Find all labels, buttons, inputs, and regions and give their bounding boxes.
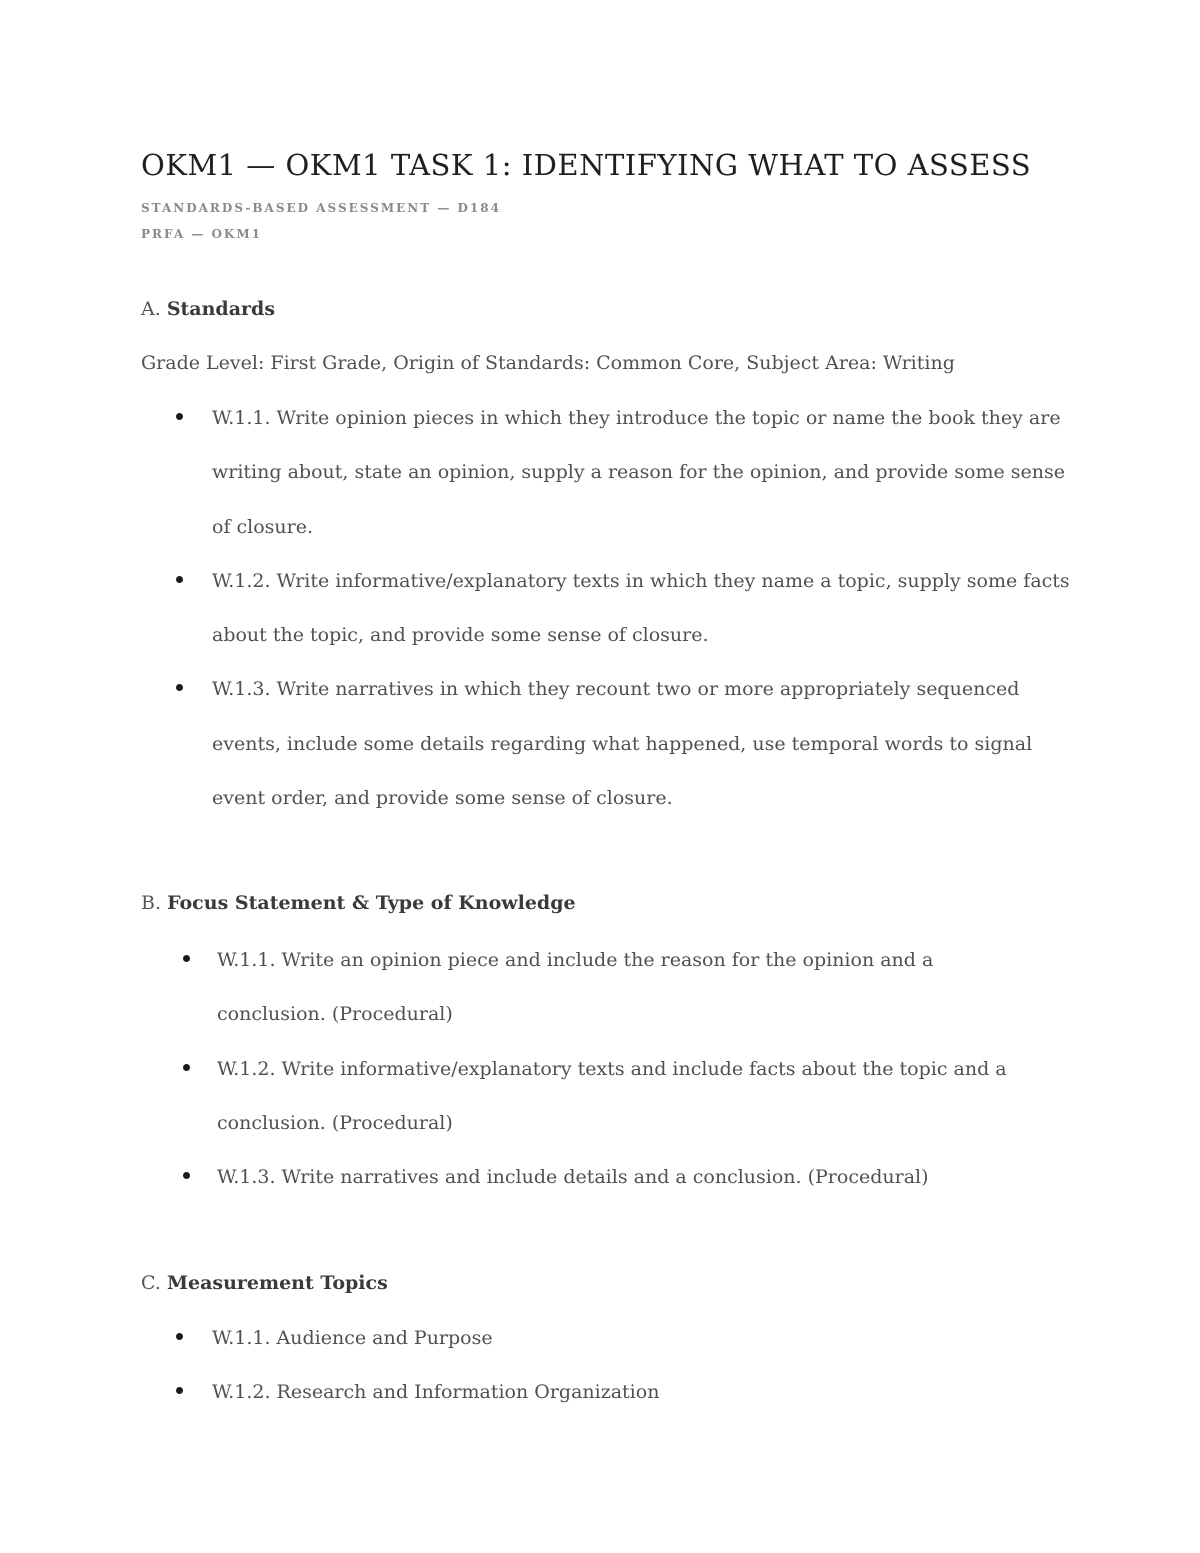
list-item-text: W.1.2. Write informative/explanatory texts and include facts about the topic and a conclusion. (Procedural): [217, 1057, 1007, 1134]
list-item: [212, 391, 1072, 554]
focus-statements-list: [217, 933, 1037, 1204]
list-item: [212, 662, 1072, 825]
bullet-icon: [176, 684, 183, 691]
bullet-icon: [183, 955, 190, 962]
list-item-text: W.1.3. Write narratives in which they recount two or more appropriately sequenced events, include some details regarding what happened, use temporal words to signal event order, and provide some sense of closure.: [212, 678, 1033, 810]
task-subtitle: PRFA — OKM1: [141, 227, 262, 241]
section-b-heading: [141, 892, 576, 914]
bullet-icon: [176, 413, 183, 420]
bullet-icon: [176, 576, 183, 583]
list-item: [212, 554, 1072, 663]
section-a-heading: [141, 298, 275, 320]
list-item-text: W.1.3. Write narratives and include details and a conclusion. (Procedural): [217, 1166, 929, 1189]
section-b-title: Focus Statement & Type of Knowledge: [167, 892, 576, 914]
standards-list: [212, 391, 1072, 825]
bullet-icon: [183, 1172, 190, 1179]
list-item: [217, 933, 1037, 1042]
list-item-text: W.1.2. Research and Information Organization: [212, 1381, 660, 1404]
list-item-text: W.1.2. Write informative/explanatory texts in which they name a topic, supply some facts about the topic, and provide some sense of closure.: [212, 569, 1070, 647]
course-subtitle: STANDARDS-BASED ASSESSMENT — D184: [141, 201, 501, 215]
bullet-icon: [183, 1064, 190, 1071]
list-item-text: W.1.1. Audience and Purpose: [212, 1327, 493, 1349]
page-title: OKM1 — OKM1 TASK 1: IDENTIFYING WHAT TO ASSESS: [141, 148, 1032, 182]
measurement-topics-list: [212, 1311, 1072, 1420]
list-item-text: W.1.1. Write opinion pieces in which they introduce the topic or name the book they are writing about, state an opinion, supply a reason for the opinion, and provide some sense of closure.: [212, 407, 1066, 538]
section-b-letter: B.: [141, 892, 162, 914]
section-c-letter: C.: [141, 1272, 161, 1294]
section-a-intro: Grade Level: First Grade, Origin of Standards: Common Core, Subject Area: Writing: [141, 352, 955, 374]
list-item: [212, 1311, 1072, 1365]
section-a-title: Standards: [166, 298, 276, 320]
section-c-title: Measurement Topics: [166, 1272, 388, 1294]
list-item: [212, 1365, 1072, 1419]
section-c-heading: [141, 1272, 388, 1294]
bullet-icon: [176, 1387, 183, 1394]
bullet-icon: [176, 1333, 183, 1340]
list-item: [217, 1150, 1037, 1204]
list-item-text: W.1.1. Write an opinion piece and include the reason for the opinion and a conclusion. (Procedural): [217, 949, 934, 1026]
section-a-letter: A.: [141, 298, 161, 320]
list-item: [217, 1042, 1037, 1151]
